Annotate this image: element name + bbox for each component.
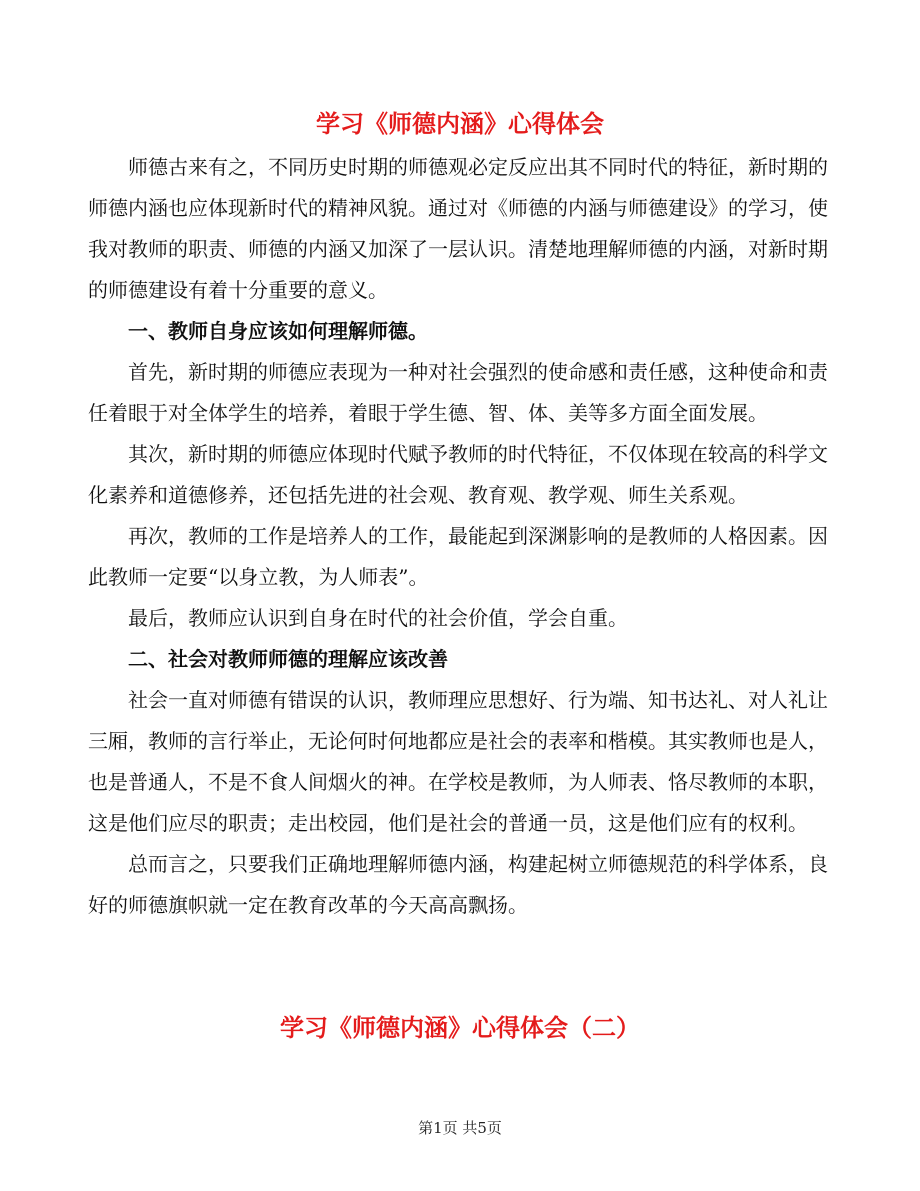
- paragraph: 最后，教师应认识到自身在时代的社会价值，学会自重。: [128, 606, 628, 630]
- paragraph: 师德古来有之，不同历史时期的师德观必定反应出其不同时代的特征，新时期的师德内涵也应体现新时代的精神风貌。通过对《师德的内涵与师德建设》的学习，使我对教师的职责、师德的内涵又加深了一层认识。清楚地理解师德的内涵，对新时期的师德建设有着十分重要的意义。: [88, 155, 828, 302]
- section-heading: 二、社会对教师师德的理解应该改善: [128, 647, 448, 671]
- section-heading: 一、教师自身应该如何理解师德。: [128, 319, 428, 343]
- page-number: 第1页 共5页: [418, 1119, 502, 1137]
- next-section-title: 学习《师德内涵》心得体会（二）: [280, 1013, 640, 1042]
- paragraph: 再次，教师的工作是培养人的工作，最能起到深渊影响的是教师的人格因素。因此教师一定要“以身立教，为人师表”。: [88, 524, 828, 589]
- paragraph: 社会一直对师德有错误的认识，教师理应思想好、行为端、知书达礼、对人礼让三厢，教师的言行举止，无论何时何地都应是社会的表率和楷模。其实教师也是人，也是普通人，不是不食人间烟火的神。在学校是教师，为人师表、恪尽教师的本职，这是他们应尽的职责；走出校园，他们是社会的普通一员，这是他们应有的权利。: [88, 688, 828, 835]
- paragraph: 其次，新时期的师德应体现时代赋予教师的时代特征，不仅体现在较高的科学文化素养和道德修养，还包括先进的社会观、教育观、教学观、师生关系观。: [88, 442, 828, 507]
- document-title: 学习《师德内涵》心得体会: [316, 109, 604, 138]
- paragraph: 首先，新时期的师德应表现为一种对社会强烈的使命感和责任感，这种使命和责任着眼于对全体学生的培养，着眼于学生德、智、体、美等多方面全面发展。: [88, 360, 828, 425]
- paragraph: 总而言之，只要我们正确地理解师德内涵，构建起树立师德规范的科学体系，良好的师德旗帜就一定在教育改革的今天高高飘扬。: [88, 852, 828, 917]
- document-body: [88, 147, 828, 926]
